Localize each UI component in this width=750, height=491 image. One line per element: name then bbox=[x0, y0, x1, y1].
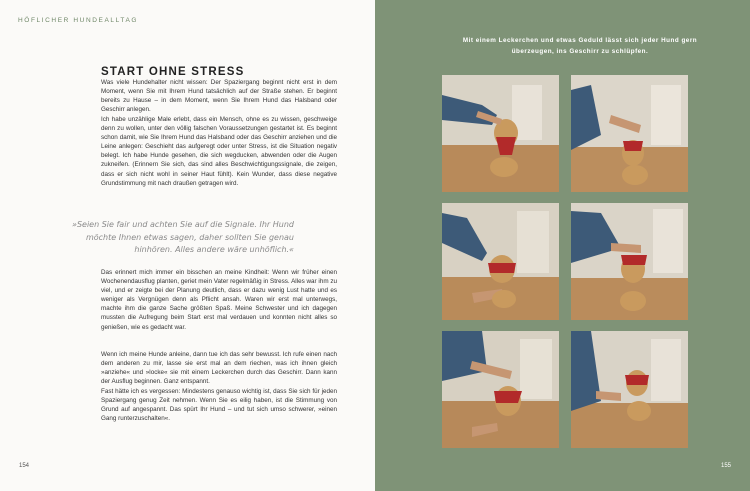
running-head: HÖFLICHER HUNDEALLTAG bbox=[18, 17, 139, 24]
photo-3 bbox=[442, 203, 559, 320]
photo-2 bbox=[571, 75, 688, 192]
pull-quote: »Seien Sie fair und achten Sie auf die Signale. Ihr Hund möchte Ihnen etwas sagen, daher sollten Sie genau hinhören. Alles andere wäre unhöflich.« bbox=[72, 220, 294, 255]
photo-6 bbox=[571, 331, 688, 448]
paragraph-4: Wenn ich meine Hunde anleine, dann tue ich das sehr bewusst. Ich rufe einen nach dem anderen zu mir, lasse sie erst mal an dem riechen, was ich ihnen gleich »anziehe« und »locke« sie mit einem Leckerchen durch das Geschirr. Dann kann der Ausflug beginnen. Ganz entspannt. bbox=[101, 351, 337, 386]
section-heading: START OHNE STRESS bbox=[101, 66, 245, 78]
photo-1 bbox=[442, 75, 559, 192]
paragraph-3: Das erinnert mich immer ein bisschen an meine Kindheit: Wenn wir früher einen Wochenendausflug planten, geriet mein Vater regelmäßig in Stress. Alles war ihm zu viel, und er zeigte bei der Planung deutlich, dass er dazu wenig Lust hatte und es weniger als Vergnügen denn als Pflicht ansah. Waren wir erst mal unterwegs, machte ihm die ganze Sache größten Spaß. Meine Schwester und ich dagegen mussten die Aufregung beim Start erst mal verdauen und konnten nicht alles so genießen, wie es gedacht war. bbox=[101, 269, 337, 331]
page-number-right: 155 bbox=[721, 463, 732, 469]
photo-4 bbox=[571, 203, 688, 320]
paragraph-5: Fast hätte ich es vergessen: Mindestens genauso wichtig ist, dass Sie sich für jeden Spaziergang genug Zeit nehmen. Wenn Sie es eilig haben, ist die Stimmung von Grund auf angespannt. Das spürt Ihr Hund – und tut sich umso schwerer, »einen Gang runterzuschalten«. bbox=[101, 388, 337, 423]
photo-caption: Mit einem Leckerchen und etwas Geduld lässt sich jeder Hund gern überzeugen, ins Geschirr zu schlüpfen. bbox=[462, 37, 698, 55]
photo-5 bbox=[442, 331, 559, 448]
right-page bbox=[375, 0, 750, 491]
page-number-left: 154 bbox=[19, 463, 30, 469]
paragraph-2: Ich habe unzählige Male erlebt, dass ein Mensch, ohne es zu wissen, geschweige denn zu wollen, unter den völlig falschen Voraussetzungen gestartet ist. Es beginnt schon damit, wie Sie Ihrem Hund das Halsband oder das Geschirr anziehen und die Leine anlegen: Geschieht das aufgeregt oder unter Stress, ist die Situation negativ belegt. Ich habe Hunde gesehen, die sich wegducken, abwenden oder die Augen zukneifen. (Erinnern Sie sich, das sind alles Beschwichtigungssignale, die zeigen, dass er sich nicht wohl in seiner Haut fühlt). Kein Wunder, dass diese negative Grundstimmung mit nach draußen getragen wird. bbox=[101, 116, 337, 187]
paragraph-1: Was viele Hundehalter nicht wissen: Der Spaziergang beginnt nicht erst in dem Moment, wenn Sie mit Ihrem Hund tatsächlich auf der Straße stehen. Er beginnt bereits zu Hause – in dem Moment, wenn Sie Ihrem Hund das Halsband oder Geschirr anlegen. bbox=[101, 79, 337, 114]
